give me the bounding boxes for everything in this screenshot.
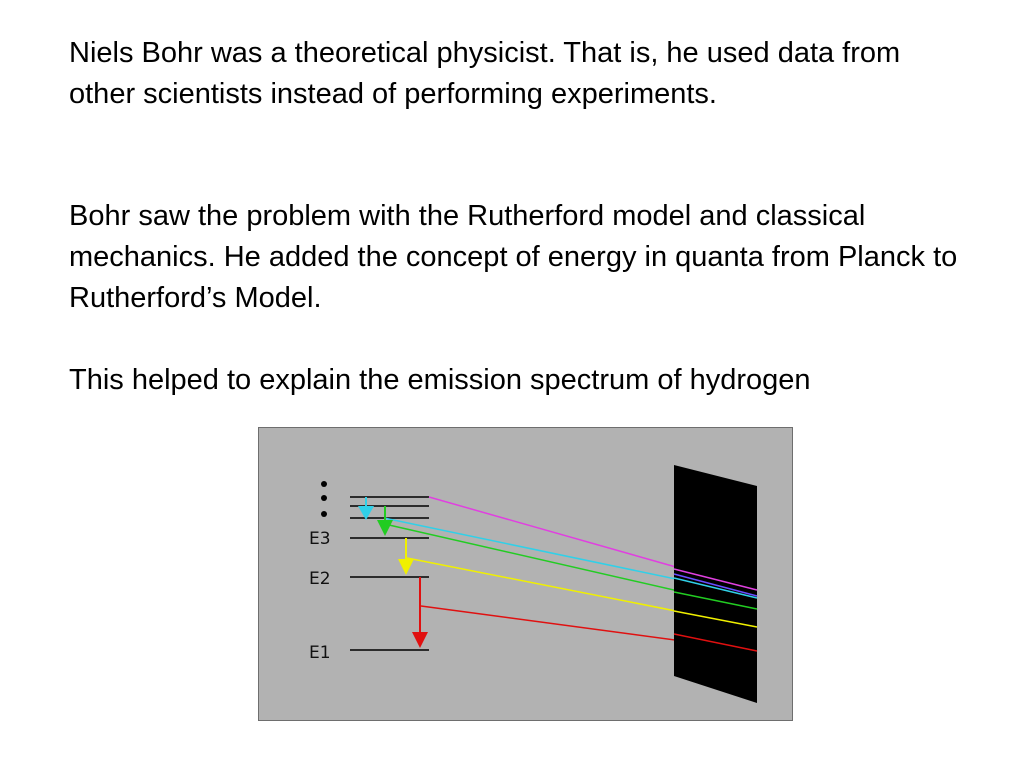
continuation-dot: [321, 495, 327, 501]
arrowhead-green: [377, 520, 393, 536]
emission-spectrum-paragraph: This helped to explain the emission spectrum of hydrogen: [69, 364, 811, 396]
level-label-e1: E1: [309, 643, 331, 663]
bohr-model-paragraph: Bohr saw the problem with the Rutherford model and classical mechanics. He added the concept of energy in quanta from Planck to Rutherford’s Model.: [69, 200, 958, 314]
level-label-e3: E3: [309, 529, 331, 549]
hydrogen-emission-diagram: [258, 427, 793, 721]
detection-screen: [674, 465, 757, 703]
level-label-e2: E2: [309, 569, 331, 589]
intro-paragraph: Niels Bohr was a theoretical physicist. That is, he used data from other scientists instead of performing experiments.: [69, 37, 901, 110]
energy-level-diagram: [259, 428, 794, 722]
continuation-dot: [321, 511, 327, 517]
arrowhead-red: [412, 632, 428, 648]
continuation-dot: [321, 481, 327, 487]
arrowhead-yellow: [398, 559, 414, 575]
